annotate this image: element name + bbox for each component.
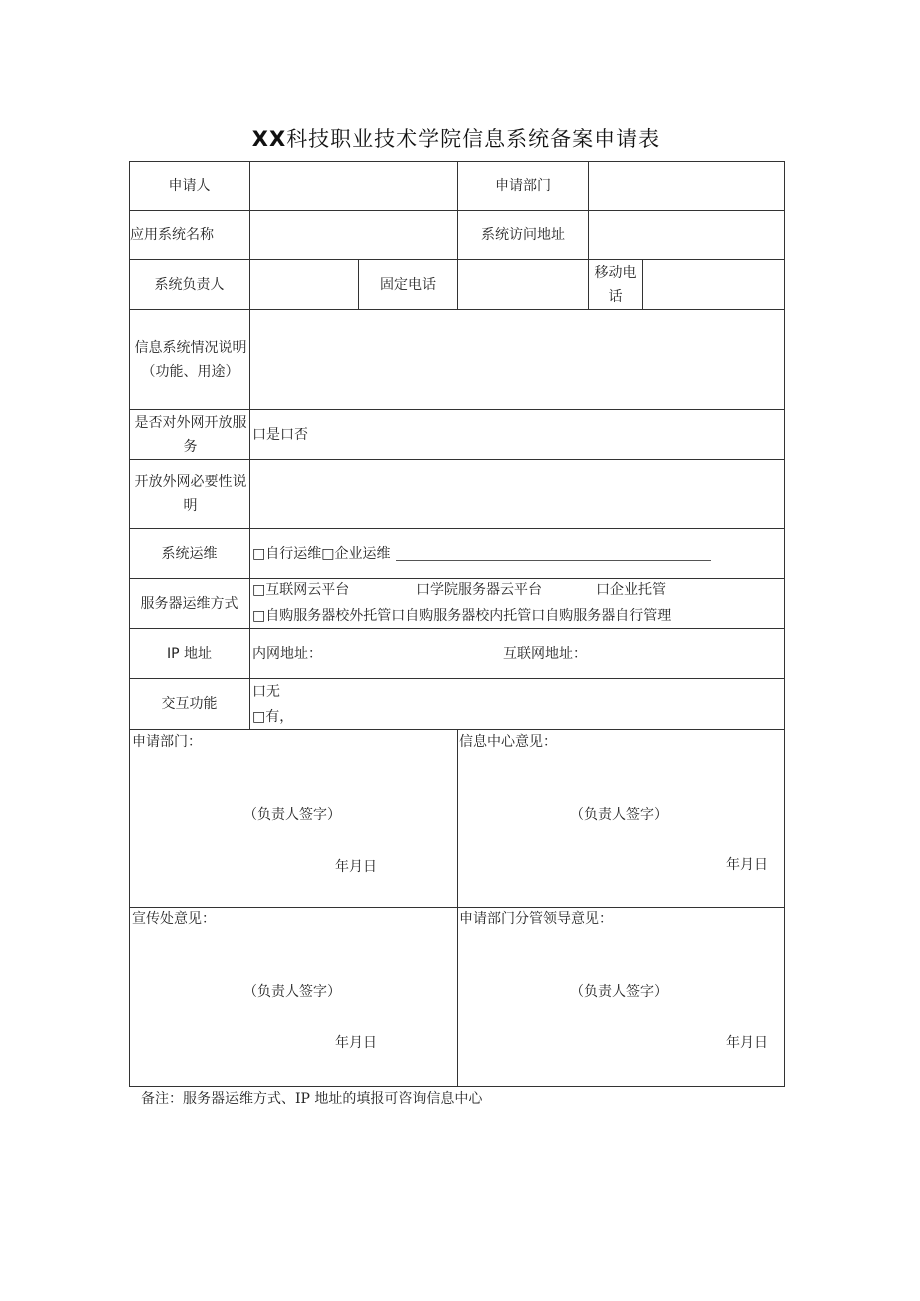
access-addr-label: 系统访问地址 <box>481 227 565 243</box>
info-center-opinion-label: 信息中心意见： <box>459 734 557 750</box>
access-addr-field[interactable] <box>589 211 784 259</box>
server-option-hosting[interactable]: 口企业托管 <box>596 582 666 598</box>
apply-dept-field[interactable] <box>589 162 784 210</box>
sys-owner-field[interactable] <box>250 260 358 309</box>
leader-opinion-label: 申请部门分管领导意见： <box>459 911 613 927</box>
mobile-field[interactable] <box>643 260 784 309</box>
sys-desc-field[interactable] <box>250 310 784 409</box>
landline-field[interactable] <box>458 260 588 309</box>
app-name-label: 应用系统名称 <box>130 227 214 243</box>
external-necessity-label: 开放外网必要性说明 <box>134 474 247 514</box>
dept-opinion-label: 申请部门： <box>132 734 202 750</box>
dept-date: 年月日 <box>335 859 377 875</box>
applicant-label: 申请人 <box>168 178 211 194</box>
dept-signature: （负责人签字） <box>243 807 341 823</box>
leader-date: 年月日 <box>726 1035 768 1051</box>
intranet-address[interactable]: 内网地址： <box>252 645 322 662</box>
apply-dept-label: 申请部门 <box>495 178 551 194</box>
ip-addr-label: IP 地址 <box>166 645 213 662</box>
info-center-signature: （负责人签字） <box>570 807 668 823</box>
server-option-cloud[interactable]: □互联网云平台 <box>252 582 350 598</box>
server-ops-label: 服务器运维方式 <box>140 595 239 612</box>
sys-owner-label: 系统负责人 <box>154 276 225 293</box>
application-form <box>129 161 785 1087</box>
sys-ops-options[interactable]: □自行运维□企业运维 <box>252 545 391 562</box>
mobile-label: 移动电话 <box>594 264 637 305</box>
applicant-field[interactable] <box>250 162 457 210</box>
sys-ops-field[interactable] <box>252 529 784 578</box>
external-necessity-field[interactable] <box>250 460 784 528</box>
interaction-label: 交互功能 <box>161 696 218 712</box>
leader-signature: （负责人签字） <box>570 984 668 1000</box>
server-option-campus-cloud[interactable]: 口学院服务器云平台 <box>416 582 542 598</box>
sys-desc-label: 信息系统情况说明（功能、用途） <box>134 339 247 380</box>
landline-label: 固定电话 <box>380 276 436 293</box>
ops-blank-line[interactable] <box>396 546 711 561</box>
sys-ops-label: 系统运维 <box>161 545 218 562</box>
page-title: XX科技职业技术学院信息系统备案申请表 <box>251 127 661 151</box>
external-service-label: 是否对外网开放服务 <box>134 414 247 455</box>
footnote: 备注：服务器运维方式、IP 地址的填报可咨询信息中心 <box>141 1091 483 1107</box>
publicity-opinion-label: 宣传处意见： <box>132 911 216 927</box>
publicity-date: 年月日 <box>335 1035 377 1051</box>
info-center-date: 年月日 <box>726 857 768 873</box>
publicity-signature: （负责人签字） <box>243 984 341 1000</box>
interaction-none[interactable]: 口无 <box>252 684 280 700</box>
server-option-self-purchased[interactable]: □自购服务器校外托管口自购服务器校内托管口自购服务器自行管理 <box>252 608 672 624</box>
app-name-field[interactable] <box>250 211 457 259</box>
internet-address[interactable]: 互联网地址： <box>503 645 587 662</box>
external-service-options[interactable]: 口是口否 <box>252 426 308 443</box>
interaction-yes[interactable]: □有， <box>252 709 294 725</box>
